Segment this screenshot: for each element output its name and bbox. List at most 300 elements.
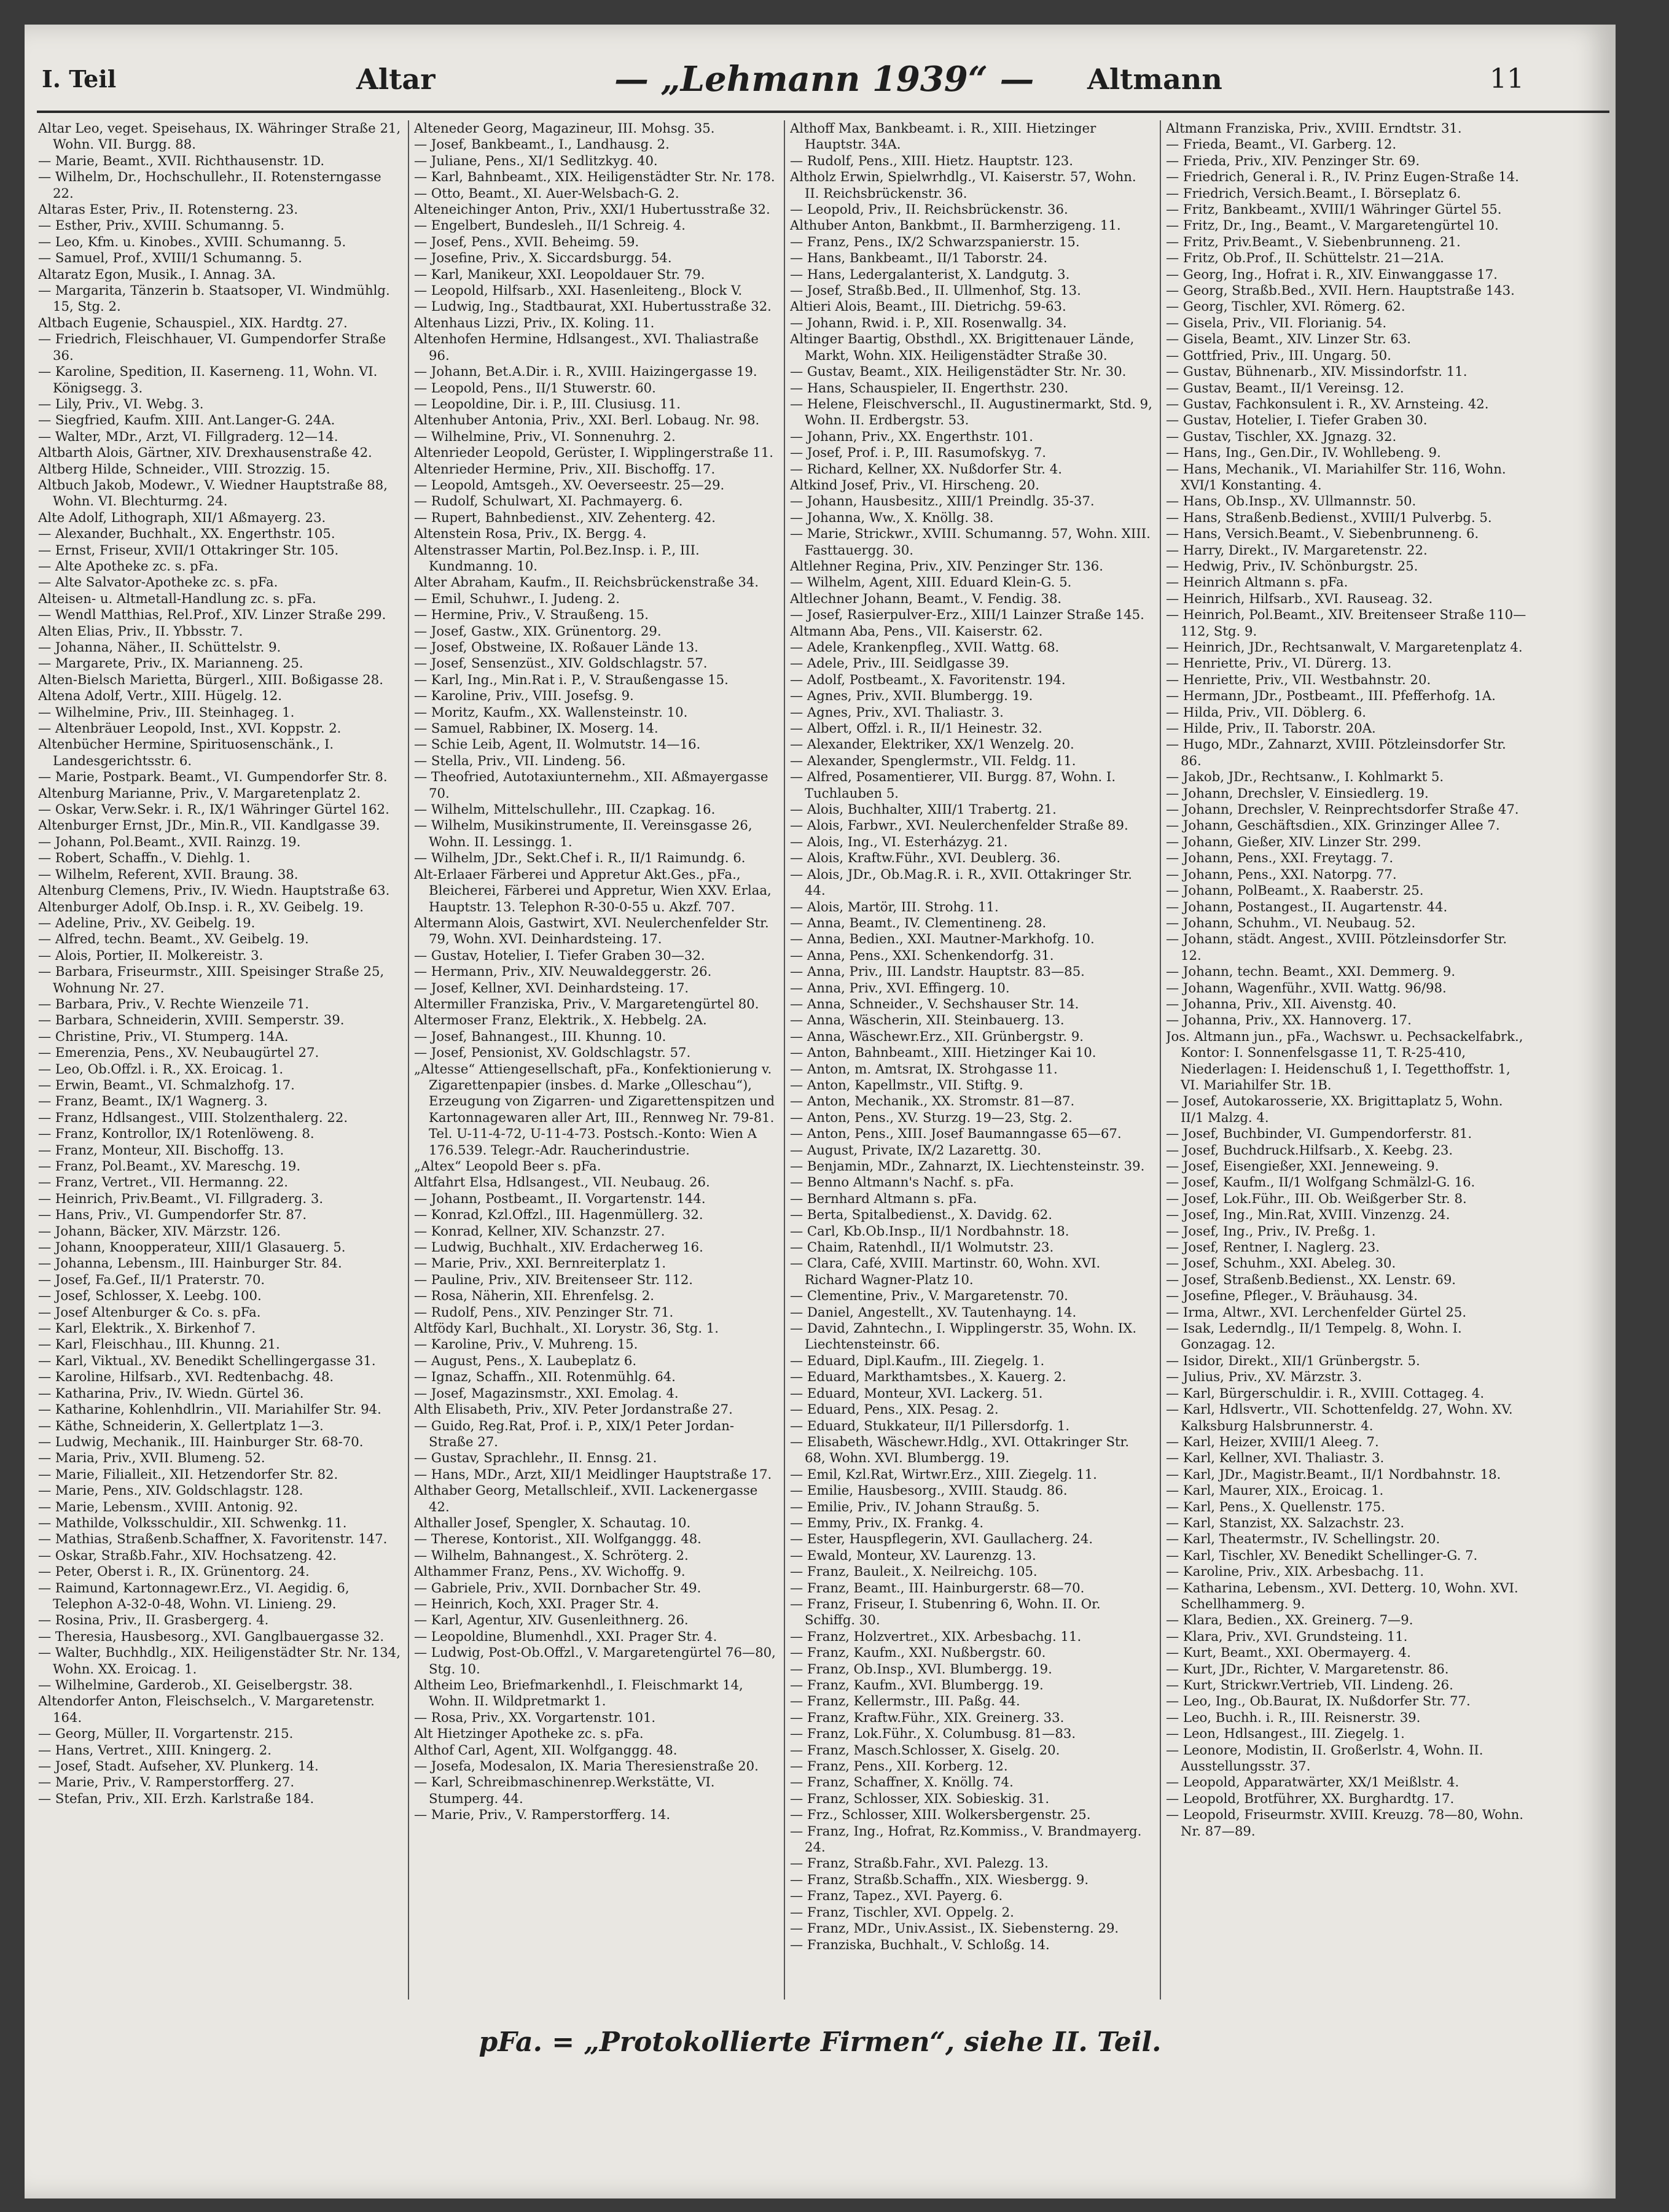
- directory-entry: — Kurt, JDr., Richter, V. Margaretenstr. 86.: [1166, 1661, 1449, 1677]
- directory-entry: — Ludwig, Buchhalt., XIV. Erdacherweg 16.: [414, 1239, 703, 1255]
- directory-entry: — Alois, Portier, II. Molkereistr. 3.: [38, 947, 264, 963]
- directory-entry: — Josef, Obstweine, IX. Roßauer Lände 13.: [414, 639, 698, 655]
- directory-entry: — Heinrich, Hilfsarb., XVI. Rauseag. 32.: [1166, 590, 1433, 606]
- directory-entry: — Barbara, Friseurmstr., XIII. Speisinger Straße 25, Wohnung Nr. 27.: [38, 964, 385, 995]
- directory-entry: — Raimund, Kartonnagewr.Erz., VI. Aegidig. 6, Telephon A-32-0-48, Wohn. VI. Linieng. 29.: [38, 1579, 350, 1611]
- directory-entry: — Juliane, Pens., XI/1 Sedlitzkyg. 40.: [414, 152, 658, 168]
- directory-entry: — Rudolf, Pens., XIII. Hietz. Hauptstr. 123.: [790, 152, 1074, 168]
- directory-entry: — Josef, Kaufm., II/1 Wolfgang Schmälzl-G. 16.: [1166, 1174, 1476, 1190]
- directory-entry: — Alexander, Buchhalt., XX. Engerthstr. 105.: [38, 526, 335, 542]
- directory-entry: — Josef, Straßb.Bed., II. Ullmenhof, Stg. 13.: [790, 282, 1081, 298]
- directory-entry: — Karoline, Spedition, II. Kaserneng. 11, Wohn. VI. Königsegg. 3.: [38, 364, 378, 395]
- directory-entry: — Josef, Rasierpulver-Erz., XIII/1 Lainzer Straße 145.: [790, 607, 1144, 623]
- directory-entry: — Marie, Priv., XXI. Bernreiterplatz 1.: [414, 1255, 666, 1271]
- directory-entry: — Katharina, Priv., IV. Wiedn. Gürtel 36.: [38, 1385, 304, 1401]
- directory-entry: Alten Elias, Priv., II. Ybbsstr. 7.: [38, 623, 243, 639]
- directory-entry: — Hans, Schauspieler, II. Engerthstr. 230.: [790, 380, 1069, 395]
- directory-entry: — Klara, Bedien., XX. Greinerg. 7—9.: [1166, 1612, 1413, 1628]
- directory-entry: — Heinrich, JDr., Rechtsanwalt, V. Margaretenplatz 4.: [1166, 639, 1523, 655]
- directory-entry: — Gustav, Beamt., II/1 Vereinsg. 12.: [1166, 380, 1404, 395]
- directory-entry: — Franz, Holzvertret., XIX. Arbesbachg. 11.: [790, 1628, 1082, 1644]
- directory-entry: — Fritz, Priv.Beamt., V. Siebenbrunneng. 21.: [1166, 233, 1461, 249]
- directory-entry: — Franz, Schlosser, XIX. Sobieskig. 31.: [790, 1790, 1050, 1806]
- directory-entry: — Hans, Ing., Gen.Dir., IV. Wohllebeng. 9.: [1166, 445, 1441, 461]
- directory-entry: — Franz, Kaufm., XVI. Blumbergg. 19.: [790, 1677, 1044, 1692]
- directory-entry: Alth Elisabeth, Priv., XIV. Peter Jordanstraße 27.: [414, 1401, 733, 1417]
- directory-entry: — Guido, Reg.Rat, Prof. i. P., XIX/1 Peter Jordan-Straße 27.: [414, 1417, 735, 1449]
- directory-entry: — Johann, Priv., XX. Engerthstr. 101.: [790, 428, 1034, 444]
- directory-entry: — Johann, städt. Angest., XVIII. Pötzleinsdorfer Str. 12.: [1166, 931, 1507, 963]
- directory-entry: — Gabriele, Priv., XVII. Dornbacher Str. 49.: [414, 1579, 702, 1595]
- directory-entry: — Franz, Monteur, XII. Bischoffg. 13.: [38, 1142, 284, 1158]
- directory-entry: — Anna, Beamt., IV. Clementineng. 28.: [790, 914, 1047, 930]
- directory-entry: — Gottfried, Priv., III. Ungarg. 50.: [1166, 347, 1391, 363]
- directory-entry: — Berta, Spitalbedienst., X. Davidg. 62.: [790, 1207, 1052, 1223]
- directory-entry: — Marie, Beamt., XVII. Richthausenstr. 1D.: [38, 152, 325, 168]
- directory-entry: Altenburg Marianne, Priv., V. Margaretenplatz 2.: [38, 785, 361, 801]
- directory-entry: — Alte Apotheke zc. s. pFa.: [38, 558, 219, 574]
- directory-entry: — Johanna, Priv., XX. Hannoverg. 17.: [1166, 1012, 1412, 1028]
- directory-entry: — Adele, Priv., III. Seidlgasse 39.: [790, 655, 1009, 671]
- directory-entry: — Franz, Kellermstr., III. Paßg. 44.: [790, 1693, 1020, 1709]
- directory-entry: — Julius, Priv., XV. Märzstr. 3.: [1166, 1369, 1362, 1385]
- part-label: I. Teil: [42, 65, 117, 93]
- directory-entry: — Eduard, Dipl.Kaufm., III. Ziegelg. 1.: [790, 1352, 1045, 1368]
- directory-entry: — Ernst, Friseur, XVII/1 Ottakringer Str. 105.: [38, 542, 339, 558]
- directory-entry: — Josef, Pens., XVII. Beheimg. 59.: [414, 233, 639, 249]
- directory-entry: — Adeline, Priv., XV. Geibelg. 19.: [38, 914, 256, 930]
- directory-entry: — Gustav, Hotelier, I. Tiefer Graben 30.: [1166, 412, 1428, 428]
- directory-entry: — Josef, Magazinsmstr., XXI. Emolag. 4.: [414, 1385, 679, 1401]
- directory-page: [25, 25, 1616, 2198]
- directory-entry: — Josef, Stadt. Aufseher, XV. Plunkerg. 14.: [38, 1758, 319, 1774]
- directory-entry: — Eduard, Monteur, XVI. Lackerg. 51.: [790, 1385, 1043, 1401]
- directory-entry: — Hans, Mechanik., VI. Mariahilfer Str. 116, Wohn. XVI/1 Konstanting. 4.: [1166, 461, 1506, 493]
- directory-entry: — Otto, Beamt., XI. Auer-Welsbach-G. 2.: [414, 185, 679, 201]
- directory-entry: — Ignaz, Schaffn., XII. Rotenmühlg. 64.: [414, 1369, 676, 1385]
- directory-entry: — Leopold, Priv., II. Reichsbrückenstr. 36.: [790, 201, 1068, 217]
- directory-entry: — Anna, Wäscherin, XII. Steinbauerg. 13.: [790, 1012, 1065, 1028]
- directory-entry: — Leopold, Hilfsarb., XXI. Hasenleiteng., Block V.: [414, 282, 743, 298]
- directory-entry: — Wilhelmine, Priv., III. Steinhageg. 1.: [38, 704, 295, 720]
- directory-entry: — Albert, Offzl. i. R., II/1 Heinestr. 32.: [790, 720, 1042, 736]
- directory-entry: — Johann, Schuhm., VI. Neubaug. 52.: [1166, 914, 1416, 930]
- directory-entry: — Alfred, Posamentierer, VII. Burgg. 87, Wohn. I. Tuchlauben 5.: [790, 769, 1116, 801]
- directory-entry: Altfödy Karl, Buchhalt., XI. Lorystr. 36, Stg. 1.: [414, 1320, 719, 1336]
- directory-entry: — Georg, Straßb.Bed., XVII. Hern. Hauptstraße 143.: [1166, 282, 1515, 298]
- directory-entry: Altenburger Ernst, JDr., Min.R., VII. Kandlgasse 39.: [38, 817, 380, 833]
- directory-entry: — Anna, Priv., XVI. Effingerg. 10.: [790, 979, 1010, 995]
- directory-entry: — Anton, m. Amtsrat, IX. Strohgasse 11.: [790, 1061, 1058, 1077]
- directory-entry: — Johann, Postbeamt., II. Vorgartenstr. 144.: [414, 1190, 706, 1206]
- directory-entry: — Josef, Ing., Priv., IV. Preßg. 1.: [1166, 1223, 1376, 1239]
- directory-entry: — Anna, Schneider., V. Sechshauser Str. 14.: [790, 995, 1079, 1011]
- directory-entry: — Oskar, Straßb.Fahr., XIV. Hochsatzeng. 42.: [38, 1547, 337, 1563]
- directory-entry: — Eduard, Markthamtsbes., X. Kauerg. 2.: [790, 1369, 1066, 1385]
- directory-entry: — Harry, Direkt., IV. Margaretenstr. 22.: [1166, 542, 1428, 558]
- directory-entry: — Karl, Hdlsvertr., VII. Schottenfeldg. 27, Wohn. XV. Kalksburg Halsbrunnerstr. 4.: [1166, 1401, 1513, 1433]
- directory-entry: Altbuch Jakob, Modewr., V. Wiedner Hauptstraße 88, Wohn. VI. Blechturmg. 24.: [38, 477, 388, 509]
- directory-entry: — Barbara, Schneiderin, XVIII. Semperstr. 39.: [38, 1012, 345, 1028]
- directory-entry: — Helene, Fleischverschl., II. Augustinermarkt, Std. 9, Wohn. II. Erdbergstr. 53.: [790, 395, 1152, 428]
- directory-entry: — Marie, Priv., V. Ramperstorfferg. 14.: [414, 1807, 671, 1823]
- directory-entry: Altlechner Johann, Beamt., V. Fendig. 38.: [790, 590, 1062, 606]
- directory-entry: Altenburger Adolf, Ob.Insp. i. R., XV. Geibelg. 19.: [38, 898, 364, 914]
- directory-entry: — Johann, Drechsler, V. Einsiedlerg. 19.: [1166, 785, 1429, 801]
- directory-entry: Altkind Josef, Priv., VI. Hirscheng. 20.: [790, 477, 1040, 493]
- directory-entry: — Johann, PolBeamt., X. Raaberstr. 25.: [1166, 882, 1424, 898]
- directory-entry: — Johanna, Ww., X. Knöllg. 38.: [790, 509, 994, 525]
- directory-entry: — Josef, Gastw., XIX. Grünentorg. 29.: [414, 623, 662, 639]
- directory-entry: — Adolf, Postbeamt., X. Favoritenstr. 194.: [790, 671, 1066, 687]
- directory-entry: — Alois, Kraftw.Führ., XVI. Deublerg. 36.: [790, 850, 1061, 866]
- directory-entry: — Hans, Versich.Beamt., V. Siebenbrunneng. 6.: [1166, 526, 1479, 542]
- directory-entry: — Adele, Krankenpfleg., XVII. Wattg. 68.: [790, 639, 1060, 655]
- directory-entry: Altermann Alois, Gastwirt, XVI. Neulerchenfelder Str. 79, Wohn. XVI. Deinhardsteing. 17.: [414, 914, 769, 947]
- directory-entry: — Frieda, Priv., XIV. Penzinger Str. 69.: [1166, 152, 1420, 168]
- directory-entry: — Hans, MDr., Arzt, XII/1 Meidlinger Hauptstraße 17.: [414, 1466, 772, 1482]
- directory-entry: — Ludwig, Mechanik., III. Hainburger Str. 68-70.: [38, 1433, 364, 1449]
- directory-entry: „Altex“ Leopold Beer s. pFa.: [414, 1158, 601, 1174]
- directory-entry: — Alte Salvator-Apotheke zc. s. pFa.: [38, 574, 278, 590]
- directory-entry: — Erwin, Beamt., VI. Schmalzhofg. 17.: [38, 1077, 295, 1092]
- directory-entry: — Karl, Bahnbeamt., XIX. Heiligenstädter Str. Nr. 178.: [414, 169, 775, 185]
- directory-entry: — Josef, Prof. i. P., III. Rasumofskyg. 7.: [790, 445, 1047, 461]
- directory-entry: — Altenbräuer Leopold, Inst., XVI. Koppstr. 2.: [38, 720, 342, 736]
- directory-entry: — Leopoldine, Blumenhdl., XXI. Prager Str. 4.: [414, 1628, 717, 1644]
- directory-entry: — Alois, JDr., Ob.Mag.R. i. R., XVII. Ottakringer Str. 44.: [790, 866, 1133, 898]
- directory-entry: — Georg, Ing., Hofrat i. R., XIV. Einwanggasse 17.: [1166, 266, 1498, 282]
- directory-entry: — Marie, Postpark. Beamt., VI. Gumpendorfer Str. 8.: [38, 769, 388, 785]
- directory-entry: — Stefan, Priv., XII. Erzh. Karlstraße 184.: [38, 1790, 315, 1806]
- directory-entry: — Clementine, Priv., V. Margaretenstr. 70.: [790, 1288, 1068, 1304]
- directory-entry: — Marie, Strickwr., XVIII. Schumanng. 57, Wohn. XIII. Fasttauergg. 30.: [790, 526, 1151, 558]
- directory-entry: — Eduard, Stukkateur, II/1 Pillersdorfg. 1.: [790, 1417, 1070, 1433]
- directory-entry: — Franz, Pens., XII. Korberg. 12.: [790, 1758, 1008, 1774]
- directory-entry: — Franz, Tischler, XVI. Oppelg. 2.: [790, 1904, 1014, 1920]
- directory-entry: — Leopold, Amtsgeh., XV. Oeverseestr. 25—29.: [414, 477, 725, 493]
- directory-entry: Altaratz Egon, Musik., I. Annag. 3A.: [38, 266, 276, 282]
- directory-entry: Altenburg Clemens, Priv., IV. Wiedn. Hauptstraße 63.: [38, 882, 390, 898]
- directory-entry: — Franz, Pens., IX/2 Schwarzspanierstr. 15.: [790, 233, 1080, 249]
- directory-entry: Alt-Erlaaer Färberei und Appretur Akt.Ges., pFa., Bleicherei, Färberei und Appretur, Wien XXV. Erlaa, Hauptstr. 13. Telephon R-30-0-55 u. Akzf. 707.: [414, 866, 772, 914]
- directory-entry: — Anna, Pens., XXI. Schenkendorfg. 31.: [790, 947, 1054, 963]
- directory-entry: — Alois, Martör, III. Strohg. 11.: [790, 898, 999, 914]
- directory-entry: — Emil, Schuhwr., I. Judeng. 2.: [414, 590, 620, 606]
- directory-entry: — Irma, Altwr., XVI. Lerchenfelder Gürtel 25.: [1166, 1304, 1467, 1320]
- directory-entry: — Josef, Autokarosserie, XX. Brigittaplatz 5, Wohn. II/1 Malzg. 4.: [1166, 1093, 1503, 1125]
- directory-entry: — Henriette, Priv., VI. Dürerg. 13.: [1166, 655, 1392, 671]
- directory-entry: — Franz, Straßb.Schaffn., XIX. Wiesbergg. 9.: [790, 1871, 1089, 1887]
- directory-entry: — Josef, Fa.Gef., II/1 Praterstr. 70.: [38, 1271, 265, 1287]
- page-number: 11: [1490, 63, 1524, 95]
- directory-entry: Altenbücher Hermine, Spirituosenschänk., I. Landesgerichtsstr. 6.: [38, 736, 334, 768]
- directory-entry: — Hans, Ob.Insp., XV. Ullmannstr. 50.: [1166, 493, 1417, 509]
- directory-entry: Altenstrasser Martin, Pol.Bez.Insp. i. P., III. Kundmanng. 10.: [414, 542, 700, 574]
- directory-entry: — Karl, Bürgerschuldir. i. R., XVIII. Cottageg. 4.: [1166, 1385, 1485, 1401]
- directory-entry: — Richard, Kellner, XX. Nußdorfer Str. 4.: [790, 461, 1062, 477]
- directory-entry: — Anna, Bedien., XXI. Mautner-Markhofg. 10.: [790, 931, 1095, 947]
- directory-entry: Altenhuber Antonia, Priv., XXI. Berl. Lobaug. Nr. 98.: [414, 412, 760, 428]
- directory-entry: — Isak, Lederndlg., II/1 Tempelg. 8, Wohn. I. Gonzagag. 12.: [1166, 1320, 1462, 1352]
- column-3: [790, 120, 1154, 2000]
- directory-entry: — Johann, Pol.Beamt., XVII. Rainzg. 19.: [38, 833, 301, 849]
- directory-entry: — David, Zahntechn., I. Wipplingerstr. 35, Wohn. IX. Liechtensteinstr. 66.: [790, 1320, 1137, 1352]
- directory-entry: — Josef, Rentner, I. Naglerg. 23.: [1166, 1239, 1380, 1255]
- directory-entry: — Franz, Ob.Insp., XVI. Blumbergg. 19.: [790, 1661, 1052, 1677]
- directory-entry: — Josefine, Pfleger., V. Bräuhausg. 34.: [1166, 1288, 1418, 1304]
- directory-entry: — Johann, Pens., XXI. Natorpg. 77.: [1166, 866, 1397, 882]
- directory-entry: — Gustav, Bühnenarb., XIV. Missindorfstr. 11.: [1166, 364, 1468, 380]
- left-guide-word: Altar: [356, 63, 436, 96]
- directory-entry: — Johann, Knoopperateur, XIII/1 Glasauerg. 5.: [38, 1239, 346, 1255]
- directory-entry: — Frz., Schlosser, XIII. Wolkersbergenstr. 25.: [790, 1807, 1091, 1823]
- directory-entry: Alteisen- u. Altmetall-Handlung zc. s. pFa.: [38, 590, 316, 606]
- directory-entry: — Josef, Ing., Min.Rat, XVIII. Vinzenzg. 24.: [1166, 1207, 1450, 1223]
- directory-entry: — Hans, Priv., VI. Gumpendorfer Str. 87.: [38, 1207, 307, 1223]
- directory-entry: — Hans, Ledergalanterist, X. Landgutg. 3.: [790, 266, 1070, 282]
- directory-entry: — Schie Leib, Agent, II. Wolmutstr. 14—16.: [414, 736, 701, 752]
- directory-entry: — Marie, Pens., XIV. Goldschlagstr. 128.: [38, 1482, 303, 1498]
- directory-entry: — Leopold, Apparatwärter, XX/1 Meißlstr. 4.: [1166, 1774, 1460, 1790]
- directory-entry: Althaller Josef, Spengler, X. Schautag. 10.: [414, 1514, 691, 1530]
- directory-entry: — Margarete, Priv., IX. Marianneng. 25.: [38, 655, 303, 671]
- directory-entry: Jos. Altmann jun., pFa., Wachswr. u. Pechsackelfabrk., Kontor: I. Sonnenfelsgasse 11, T. R-25-410, Niederlagen: I. Heidenschuß 1, I. Tegetthoffstr. 1, VI. Mariahilfer Str. 1B.: [1166, 1028, 1523, 1092]
- directory-entry: — Leopoldine, Dir. i. P., III. Clusiusg. 11.: [414, 395, 681, 411]
- directory-entry: — Leopold, Pens., II/1 Stuwerstr. 60.: [414, 380, 656, 395]
- directory-entry: „Altesse“ Attiengesellschaft, pFa., Konfektionierung v. Zigarettenpapier (insbes. d. Marke „Olleschau“), Erzeugung von Zigarren- und Zigarettenspitzen und Kartonnagewaren aller Art, III., Rennweg Nr. 79-81. Tel. U-11-4-72, U-11-4-73. Postsch.-Konto: Wien A 176.539. Telegr.-Adr. Raucherindustrie.: [414, 1061, 775, 1158]
- directory-entry: — Leo, Ing., Ob.Baurat, IX. Nußdorfer Str. 77.: [1166, 1693, 1471, 1709]
- directory-entry: — Agnes, Priv., XVI. Thaliastr. 3.: [790, 704, 1004, 720]
- directory-entry: — Anton, Kapellmstr., VII. Stiftg. 9.: [790, 1077, 1023, 1092]
- directory-entry: — Alois, Buchhalter, XIII/1 Trabertg. 21.: [790, 801, 1057, 817]
- directory-entry: — Gustav, Fachkonsulent i. R., XV. Arnsteing. 42.: [1166, 395, 1489, 411]
- column-divider: [784, 120, 785, 2000]
- directory-entry: — Karoline, Priv., V. Muhreng. 15.: [414, 1336, 638, 1352]
- directory-entry: — Walter, Buchhdlg., XIX. Heiligenstädter Str. Nr. 134, Wohn. XX. Eroicag. 1.: [38, 1645, 401, 1677]
- directory-entry: Altendorfer Anton, Fleischselch., V. Margaretenstr. 164.: [38, 1693, 375, 1725]
- directory-entry: — Josef, Lok.Führ., III. Ob. Weißgerber Str. 8.: [1166, 1190, 1467, 1206]
- directory-entry: — Eduard, Pens., XIX. Pesag. 2.: [790, 1401, 999, 1417]
- directory-entry: — Clara, Café, XVIII. Martinstr. 60, Wohn. XVI. Richard Wagner-Platz 10.: [790, 1255, 1101, 1287]
- directory-entry: — Anton, Pens., XV. Sturzg. 19—23, Stg. 2.: [790, 1109, 1073, 1125]
- directory-entry: — Hermann, JDr., Postbeamt., III. Pfefferhofg. 1A.: [1166, 688, 1496, 704]
- directory-entry: — Mathilde, Volksschuldir., XII. Schwenkg. 11.: [38, 1514, 347, 1530]
- directory-entry: — Hans, Straßenb.Bedienst., XVIII/1 Pulverbg. 5.: [1166, 509, 1492, 525]
- directory-entry: — Georg, Müller, II. Vorgartenstr. 215.: [38, 1726, 294, 1742]
- directory-entry: — Jakob, JDr., Rechtsanw., I. Kohlmarkt 5.: [1166, 769, 1444, 785]
- directory-entry: — Heinrich Altmann s. pFa.: [1166, 574, 1348, 590]
- directory-entry: — Josef Altenburger & Co. s. pFa.: [38, 1304, 261, 1320]
- directory-entry: — Christine, Priv., VI. Stumperg. 14A.: [38, 1028, 289, 1044]
- directory-entry: — Leopold, Brotführer, XX. Burghardtg. 17.: [1166, 1790, 1455, 1806]
- directory-entry: — Georg, Tischler, XVI. Römerg. 62.: [1166, 298, 1405, 314]
- directory-entry: Althuber Anton, Bankbmt., II. Barmherzigeng. 11.: [790, 217, 1121, 233]
- directory-entry: — Josefa, Modesalon, IX. Maria Theresienstraße 20.: [414, 1758, 759, 1774]
- directory-entry: — Oskar, Verw.Sekr. i. R., IX/1 Währinger Gürtel 162.: [38, 801, 389, 817]
- directory-entry: — Karoline, Priv., XIX. Arbesbachg. 11.: [1166, 1564, 1425, 1579]
- directory-entry: — Isidor, Direkt., XII/1 Grünbergstr. 5.: [1166, 1352, 1420, 1368]
- directory-entry: — Karl, Theatermstr., IV. Schellingstr. 20.: [1166, 1531, 1440, 1547]
- directory-entry: — Franz, Beamt., III. Hainburgerstr. 68—70.: [790, 1579, 1085, 1595]
- directory-entry: — Josefine, Priv., X. Siccardsburgg. 54.: [414, 250, 672, 266]
- directory-entry: — Rosina, Priv., II. Grasbergerg. 4.: [38, 1612, 269, 1628]
- directory-entry: — Karl, Elektrik., X. Birkenhof 7.: [38, 1320, 256, 1336]
- directory-entry: — Barbara, Priv., V. Rechte Wienzeile 71.: [38, 995, 309, 1011]
- directory-entry: — Alexander, Elektriker, XX/1 Wenzelg. 20.: [790, 736, 1074, 752]
- directory-entry: — Franz, Ing., Hofrat, Rz.Kommiss., V. Brandmayerg. 24.: [790, 1823, 1142, 1855]
- directory-entry: — Benno Altmann's Nachf. s. pFa.: [790, 1174, 1014, 1190]
- directory-entry: — Alois, Ing., VI. Esterházyg. 21.: [790, 833, 1008, 849]
- directory-entry: — Henriette, Priv., VII. Westbahnstr. 20.: [1166, 671, 1431, 687]
- directory-entry: — Samuel, Rabbiner, IX. Moserg. 14.: [414, 720, 659, 736]
- directory-entry: — Wilhelm, Bahnangest., X. Schröterg. 2.: [414, 1547, 689, 1563]
- directory-entry: — Leopold, Friseurmstr. XVIII. Kreuzg. 78—80, Wohn. Nr. 87—89.: [1166, 1807, 1523, 1839]
- directory-entry: — Hermann, Priv., XIV. Neuwaldeggerstr. 26.: [414, 964, 712, 979]
- directory-entry: — Josef, Buchbinder, VI. Gumpendorferstr. 81.: [1166, 1126, 1472, 1142]
- directory-entry: — Konrad, Kellner, XIV. Schanzstr. 27.: [414, 1223, 665, 1239]
- directory-entry: Altenrieder Hermine, Priv., XII. Bischoffg. 17.: [414, 461, 716, 477]
- directory-entry: Altenhofen Hermine, Hdlsangest., XVI. Thaliastraße 96.: [414, 331, 759, 363]
- directory-entry: — Karoline, Hilfsarb., XVI. Redtenbachg. 48.: [38, 1369, 334, 1385]
- directory-entry: — Hermine, Priv., V. Straußeng. 15.: [414, 607, 649, 623]
- directory-entry: — Franz, Schaffner, X. Knöllg. 74.: [790, 1774, 1014, 1790]
- directory-entry: Altmann Franziska, Priv., XVIII. Erndtstr. 31.: [1166, 120, 1462, 136]
- directory-entry: — Fritz, Dr., Ing., Beamt., V. Margaretengürtel 10.: [1166, 217, 1499, 233]
- directory-entry: Althoff Max, Bankbeamt. i. R., XIII. Hietzinger Hauptstr. 34A.: [790, 120, 1096, 152]
- directory-entry: Altenstein Rosa, Priv., IX. Bergg. 4.: [414, 526, 647, 542]
- directory-entry: — Josef, Pensionist, XV. Goldschlagstr. 57.: [414, 1045, 691, 1061]
- directory-entry: — Karl, Schreibmaschinenrep.Werkstätte, VI. Stumperg. 44.: [414, 1774, 715, 1806]
- directory-entry: — Franz, MDr., Univ.Assist., IX. Siebensterng. 29.: [790, 1920, 1119, 1936]
- directory-entry: — Johann, Bet.A.Dir. i. R., XVIII. Haizingergasse 19.: [414, 364, 757, 380]
- directory-entry: — Kurt, Beamt., XXI. Obermayerg. 4.: [1166, 1645, 1411, 1661]
- directory-entry: — Kurt, Strickwr.Vertrieb, VII. Lindeng. 26.: [1166, 1677, 1453, 1692]
- directory-entry: Alteneichinger Anton, Priv., XXI/1 Hubertusstraße 32.: [414, 201, 770, 217]
- directory-entry: — Wilhelm, Referent, XVII. Braung. 38.: [38, 866, 299, 882]
- column-divider: [408, 120, 409, 2000]
- directory-entry: — Peter, Oberst i. R., IX. Grünentorg. 24.: [38, 1564, 310, 1579]
- directory-entry: — Franz, Hdlsangest., VIII. Stolzenthalerg. 22.: [38, 1109, 348, 1125]
- directory-entry: — Chaim, Ratenhdl., II/1 Wolmutstr. 23.: [790, 1239, 1054, 1255]
- directory-entry: — Franziska, Buchhalt., V. Schloßg. 14.: [790, 1936, 1050, 1952]
- directory-entry: — Katharine, Kohlenhdlrin., VII. Mariahilfer Str. 94.: [38, 1401, 381, 1417]
- directory-entry: — Benjamin, MDr., Zahnarzt, IX. Liechtensteinstr. 39.: [790, 1158, 1145, 1174]
- directory-entry: Altbarth Alois, Gärtner, XIV. Drexhausenstraße 42.: [38, 445, 372, 461]
- directory-entry: — Käthe, Schneiderin, X. Gellertplatz 1—3.: [38, 1417, 324, 1433]
- directory-entry: — Franz, Tapez., XVI. Payerg. 6.: [790, 1888, 1003, 1904]
- directory-entry: Altmann Aba, Pens., VII. Kaiserstr. 62.: [790, 623, 1043, 639]
- directory-entry: — Anna, Wäschewr.Erz., XII. Grünbergstr. 9.: [790, 1028, 1084, 1044]
- directory-entry: — Leo, Buchh. i. R., III. Reisnerstr. 39.: [1166, 1709, 1421, 1725]
- right-guide-word: Altmann: [1087, 63, 1222, 96]
- directory-entry: — Ester, Hauspflegerin, XVI. Gaullacherg. 24.: [790, 1531, 1093, 1547]
- directory-entry: — Hans, Vertret., XIII. Kningerg. 2.: [38, 1742, 272, 1758]
- directory-entry: Althof Carl, Agent, XII. Wolfganggg. 48.: [414, 1742, 678, 1758]
- directory-entry: — Josef, Eisengießer, XXI. Jenneweing. 9.: [1166, 1158, 1439, 1174]
- directory-entry: — Lily, Priv., VI. Webg. 3.: [38, 395, 204, 411]
- directory-entry: Altholz Erwin, Spielwrhdlg., VI. Kaiserstr. 57, Wohn. II. Reichsbrückenstr. 36.: [790, 169, 1136, 201]
- directory-entry: — Franz, Kraftw.Führ., XIX. Greinerg. 33.: [790, 1709, 1065, 1725]
- directory-entry: — Wilhelm, Mittelschullehr., III. Czapkag. 16.: [414, 801, 716, 817]
- directory-entry: — Johann, Geschäftsdien., XIX. Grinzinger Allee 7.: [1166, 817, 1500, 833]
- directory-entry: — Bernhard Altmann s. pFa.: [790, 1190, 977, 1206]
- directory-entry: — Josef, Bahnangest., III. Khunng. 10.: [414, 1028, 666, 1044]
- directory-entry: — Karoline, Priv., VIII. Josefsg. 9.: [414, 688, 634, 704]
- directory-entry: — Franz, Pol.Beamt., XV. Mareschg. 19.: [38, 1158, 301, 1174]
- directory-entry: — Wendl Matthias, Rel.Prof., XIV. Linzer Straße 299.: [38, 607, 386, 623]
- directory-entry: — Karl, Maurer, XIX., Eroicag. 1.: [1166, 1482, 1384, 1498]
- directory-entry: — Karl, Manikeur, XXI. Leopoldauer Str. 79.: [414, 266, 705, 282]
- directory-entry: Altbach Eugenie, Schauspiel., XIX. Hardtg. 27.: [38, 314, 348, 330]
- directory-entry: — Johanna, Näher., II. Schüttelstr. 9.: [38, 639, 281, 655]
- directory-entry: Alter Abraham, Kaufm., II. Reichsbrückenstraße 34.: [414, 574, 759, 590]
- directory-entry: Altermoser Franz, Elektrik., X. Hebbelg. 2A.: [414, 1012, 707, 1028]
- directory-entry: — Josef, Schuhm., XXI. Abeleg. 30.: [1166, 1255, 1396, 1271]
- directory-entry: — Karl, Pens., X. Quellenstr. 175.: [1166, 1498, 1385, 1514]
- directory-entry: — Frieda, Beamt., VI. Garberg. 12.: [1166, 136, 1397, 152]
- directory-entry: — Karl, Heizer, XVIII/1 Aleeg. 7.: [1166, 1433, 1379, 1449]
- directory-entry: — Josef, Buchdruck.Hilfsarb., X. Keebg. 23.: [1166, 1142, 1453, 1158]
- directory-entry: — Rudolf, Pens., XIV. Penzinger Str. 71.: [414, 1304, 674, 1320]
- directory-entry: — Heinrich, Koch, XXI. Prager Str. 4.: [414, 1595, 659, 1611]
- directory-entry: — Leo, Ob.Offzl. i. R., XX. Eroicag. 1.: [38, 1061, 284, 1077]
- directory-entry: — Gustav, Hotelier, I. Tiefer Graben 30—32.: [414, 947, 705, 963]
- directory-entry: — Rosa, Näherin, XII. Ehrenfelsg. 2.: [414, 1288, 654, 1304]
- directory-entry: — Rupert, Bahnbedienst., XIV. Zehenterg. 42.: [414, 509, 716, 525]
- directory-entry: — Gustav, Tischler, XX. Jgnazg. 32.: [1166, 428, 1397, 444]
- directory-entry: — Johann, Rwid. i. P., XII. Rosenwallg. 34.: [790, 314, 1067, 330]
- directory-entry: — Karl, Fleischhau., III. Khunng. 21.: [38, 1336, 280, 1352]
- directory-entry: Altinger Baartig, Obsthdl., XX. Brigittenauer Lände, Markt, Wohn. XIX. Heiligenstädter Straße 30.: [790, 331, 1135, 363]
- directory-entry: — Heinrich, Pol.Beamt., XIV. Breitenseer Straße 110—112, Stg. 9.: [1166, 607, 1526, 639]
- directory-entry: — Gustav, Sprachlehr., II. Ennsg. 21.: [414, 1450, 657, 1466]
- directory-entry: — Johann, Hausbesitz., XIII/1 Preindlg. 35-37.: [790, 493, 1095, 509]
- directory-entry: — Franz, Vertret., VII. Hermanng. 22.: [38, 1174, 288, 1190]
- directory-entry: Altheim Leo, Briefmarkenhdl., I. Fleischmarkt 14, Wohn. II. Wildpretmarkt 1.: [414, 1677, 743, 1709]
- directory-entry: — Leonore, Modistin, II. Großerlstr. 4, Wohn. II. Ausstellungsstr. 37.: [1166, 1742, 1483, 1774]
- directory-entry: — Klara, Priv., XVI. Grundsteing. 11.: [1166, 1628, 1408, 1644]
- directory-entry: — Wilhelmine, Priv., VI. Sonnenuhrg. 2.: [414, 428, 676, 444]
- directory-entry: — Konrad, Kzl.Offzl., III. Hagenmüllerg. 32.: [414, 1207, 703, 1223]
- directory-entry: Althaber Georg, Metallschleif., XVII. Lackenergasse 42.: [414, 1482, 758, 1514]
- directory-entry: — Friedrich, Versich.Beamt., I. Börseplatz 6.: [1166, 185, 1461, 201]
- directory-entry: — Anton, Pens., XIII. Josef Baumanngasse 65—67.: [790, 1126, 1122, 1142]
- directory-entry: — Alois, Farbwr., XVI. Neulerchenfelder Straße 89.: [790, 817, 1128, 833]
- directory-entry: — Friedrich, Fleischhauer, VI. Gumpendorfer Straße 36.: [38, 331, 386, 363]
- directory-entry: Altaras Ester, Priv., II. Rotensterng. 23.: [38, 201, 299, 217]
- directory-entry: — Fritz, Ob.Prof., II. Schüttelstr. 21—21A.: [1166, 250, 1444, 266]
- directory-entry: — Emil, Kzl.Rat, Wirtwr.Erz., XIII. Ziegelg. 11.: [790, 1466, 1097, 1482]
- directory-entry: — Margarita, Tänzerin b. Staatsoper, VI. Windmühlg. 15, Stg. 2.: [38, 282, 390, 314]
- directory-entry: Althammer Franz, Pens., XV. Wichoffg. 9.: [414, 1564, 686, 1579]
- directory-entry: Altenrieder Leopold, Gerüster, I. Wipplingerstraße 11.: [414, 445, 773, 461]
- directory-entry: Alt Hietzinger Apotheke zc. s. pFa.: [414, 1726, 644, 1742]
- directory-entry: — Ewald, Monteur, XV. Laurenzg. 13.: [790, 1547, 1036, 1563]
- directory-entry: — Franz, Masch.Schlosser, X. Giselg. 20.: [790, 1742, 1060, 1758]
- directory-entry: — Hilde, Priv., II. Taborstr. 20A.: [1166, 720, 1376, 736]
- directory-entry: — Karl, Stanzist, XX. Salzachstr. 23.: [1166, 1514, 1405, 1530]
- directory-entry: — Johanna, Lebensm., III. Hainburger Str. 84.: [38, 1255, 342, 1271]
- directory-entry: — Ludwig, Ing., Stadtbaurat, XXI. Hubertusstraße 32.: [414, 298, 772, 314]
- directory-entry: — Johann, Gießer, XIV. Linzer Str. 299.: [1166, 833, 1421, 849]
- column-divider: [1160, 120, 1161, 2000]
- directory-entry: — Hans, Bankbeamt., II/1 Taborstr. 24.: [790, 250, 1048, 266]
- directory-entry: — Marie, Filialleit., XII. Hetzendorfer Str. 82.: [38, 1466, 338, 1482]
- directory-entry: — Franz, Beamt., IX/1 Wagnerg. 3.: [38, 1093, 268, 1109]
- directory-entry: — Theofried, Autotaxiunternehm., XII. Aßmayergasse 70.: [414, 769, 768, 801]
- directory-entry: — Franz, Lok.Führ., X. Columbusg. 81—83.: [790, 1726, 1076, 1742]
